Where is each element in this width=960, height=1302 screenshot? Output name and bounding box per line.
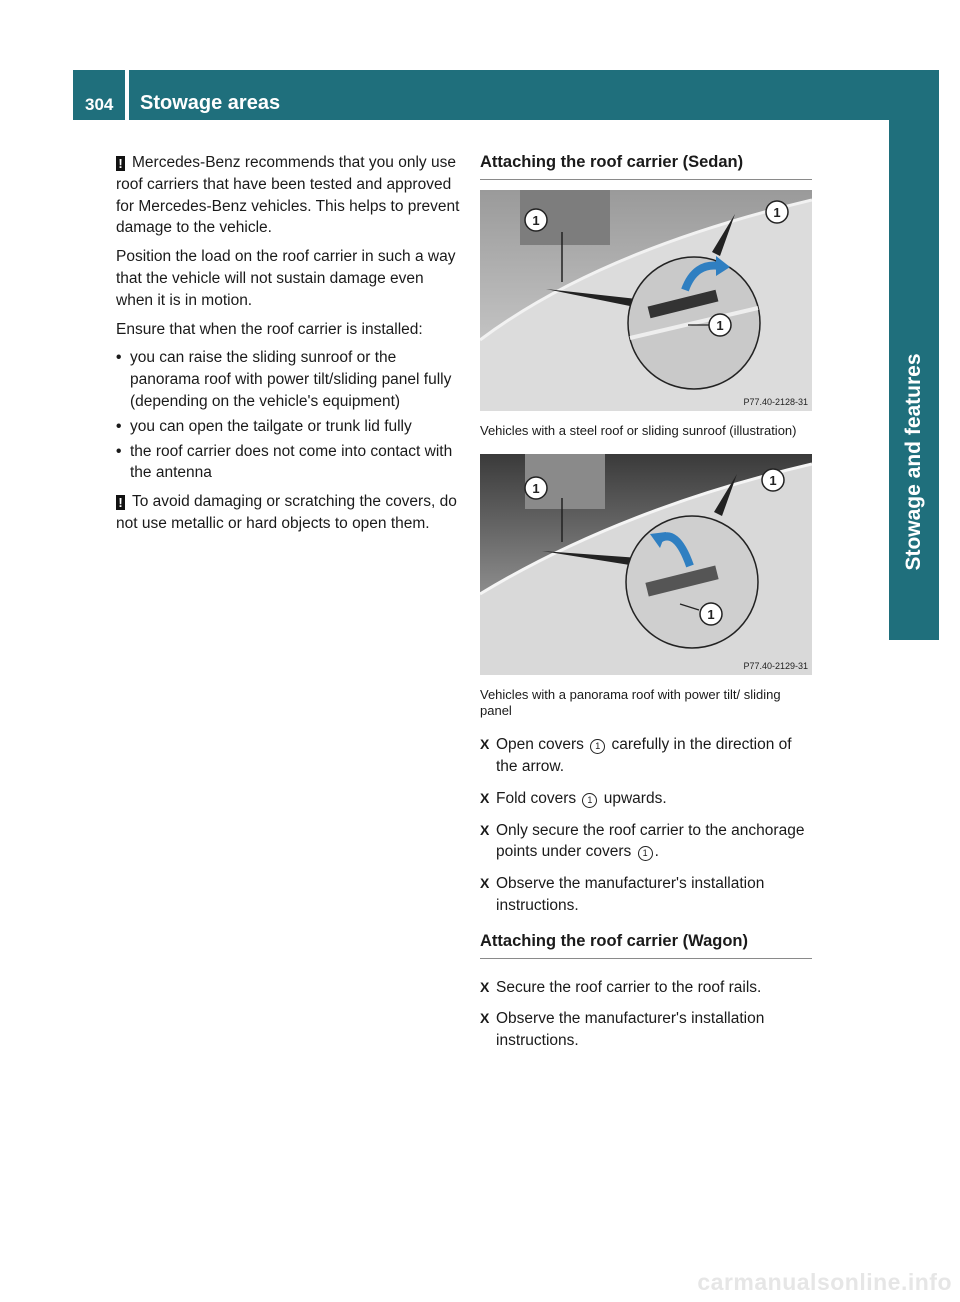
watermark: carmanualsonline.info	[697, 1269, 952, 1295]
callout-label: 1	[532, 212, 540, 228]
warning-icon: !	[116, 495, 125, 510]
paragraph-ensure: Ensure that when the roof carrier is installed:	[116, 320, 423, 338]
wagon-steps	[480, 977, 812, 1052]
list-item: • the roof carrier does not come into contact with the antenna	[116, 442, 453, 482]
list-item: • you can open the tailgate or trunk lid fully	[116, 417, 412, 435]
figure-steel-roof	[480, 190, 812, 411]
paragraph-load: Position the load on the roof carrier in such a way that the vehicle will not sustain damage even when it is in motion.	[116, 248, 456, 309]
left-column	[116, 152, 462, 542]
figure-caption: Vehicles with a panorama roof with power tilt/ sliding panel	[480, 687, 781, 718]
sedan-steps	[480, 734, 812, 917]
step-item: X Observe the manufacturer's installation instructions.	[480, 1010, 765, 1050]
section-title: Stowage areas	[140, 92, 281, 114]
figure-panorama-roof	[480, 454, 812, 675]
right-column	[480, 152, 812, 1062]
callout-label: 1	[532, 481, 540, 497]
step-item: X Fold covers 1 upwards.	[480, 789, 667, 807]
page-number: 304	[85, 95, 114, 114]
callout-label: 1	[716, 317, 724, 333]
callout-ref: 1	[582, 793, 597, 808]
heading-wagon: Attaching the roof carrier (Wagon)	[480, 931, 812, 959]
callout-ref: 1	[638, 846, 653, 861]
step-item: X Observe the manufacturer's installation instructions.	[480, 875, 765, 915]
list-item: • you can raise the sliding sunroof or the panorama roof with power tilt/sliding panel fully (depending on the vehicle's equipment)	[116, 349, 452, 410]
step-item: X Open covers 1 carefully in the direction of the arrow.	[480, 736, 792, 776]
heading-sedan: Attaching the roof carrier (Sedan)	[480, 152, 812, 180]
warning-covers	[116, 491, 462, 535]
warning-icon: !	[116, 156, 125, 171]
step-item: X Only secure the roof carrier to the anchorage points under covers 1 .	[480, 821, 805, 861]
page-number-box	[73, 70, 125, 120]
chapter-tab-label: Stowage and features	[902, 353, 925, 571]
callout-ref: 1	[590, 739, 605, 754]
requirement-list	[116, 347, 462, 484]
header-divider	[125, 70, 129, 120]
figure-code: P77.40-2129-31	[743, 661, 808, 672]
warning-recommendation	[116, 152, 462, 239]
chapter-tab-marker	[889, 587, 939, 640]
warning-text: To avoid damaging or scratching the covers, do not use metallic or hard objects to open them.	[116, 493, 457, 532]
figure-code: P77.40-2128-31	[743, 396, 808, 407]
callout-label: 1	[773, 204, 781, 220]
roof-illustration-2	[480, 454, 812, 675]
roof-illustration-1	[480, 190, 812, 411]
callout-label: 1	[707, 607, 715, 623]
step-item: X Secure the roof carrier to the roof rails.	[480, 978, 762, 996]
callout-label: 1	[769, 473, 777, 489]
figure-caption: Vehicles with a steel roof or sliding sunroof (illustration)	[480, 422, 797, 438]
warning-text: Mercedes-Benz recommends that you only use roof carriers that have been tested and approved for Mercedes-Benz vehicles. This helps to prevent damage to the vehicle.	[116, 154, 460, 237]
